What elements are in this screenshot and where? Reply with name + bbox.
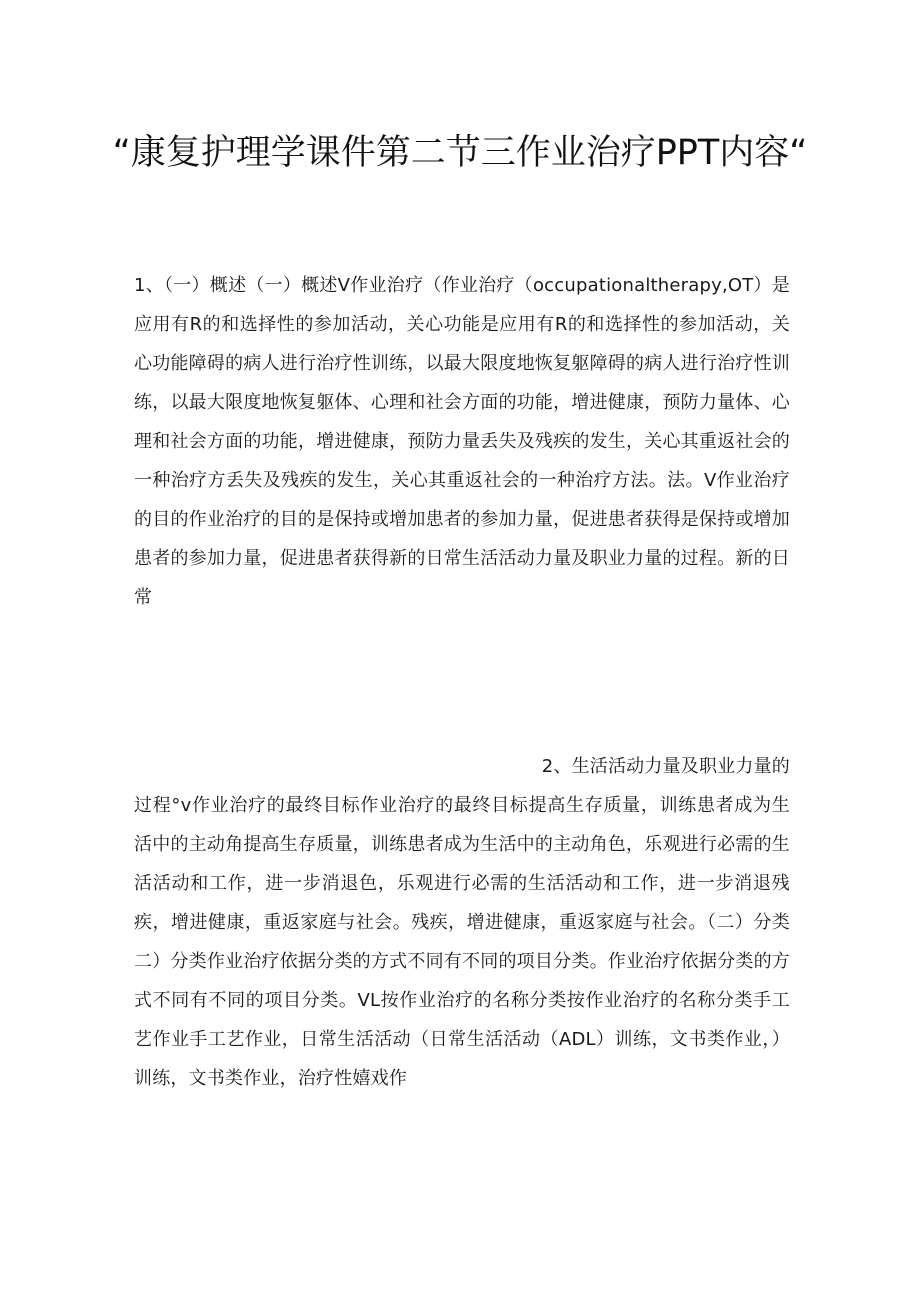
paragraph-2-lead: 2、生活活动力量及职业力量的 bbox=[541, 756, 790, 777]
document-title: “康复护理学课件第二节三作业治疗PPT内容“ bbox=[112, 133, 808, 173]
paragraph-2 bbox=[134, 747, 790, 1098]
paragraph-2-text: 过程°v作业治疗的最终目标作业治疗的最终目标提高生存质量，训练患者成为生活中的主动角提高生存质量，训练患者成为生活中的主动角色，乐观进行必需的生活活动和工作，进一步消退色，乐观进行必需的生活活动和工作，进一步消退残疾，增进健康，重返家庭与社会。残疾，增进健康，重返家庭与社会。（二）分类二）分类作业治疗依据分类的方式不同有不同的项目分类。作业治疗依据分类的方式不同有不同的项目分类。VL按作业治疗的名称分类按作业治疗的名称分类手工艺作业手工艺作业，日常生活活动（日常生活活动（ADL）训练，文书类作业，）训练，文书类作业，治疗性嬉戏作 bbox=[134, 795, 790, 1089]
paragraph-1: 1、（一）概述（一）概述V作业治疗（作业治疗（occupationaltherapy,OT）是应用有R的和选择性的参加活动，关心功能是应用有R的和选择性的参加活动，关心功能障碍的病人进行治疗性训练，以最大限度地恢复躯障碍的病人进行治疗性训练，以最大限度地恢复躯体、心理和社会方面的功能，增进健康，预防力量体、心理和社会方面的功能，增进健康，预防力量丢失及残疾的发生，关心其重返社会的一种治疗方丢失及残疾的发生，关心其重返社会的一种治疗方法。法。V作业治疗的目的作业治疗的目的是保持或增加患者的参加力量，促进患者获得是保持或增加患者的参加力量，促进患者获得新的日常生活活动力量及职业力量的过程。新的日常 bbox=[134, 275, 790, 608]
